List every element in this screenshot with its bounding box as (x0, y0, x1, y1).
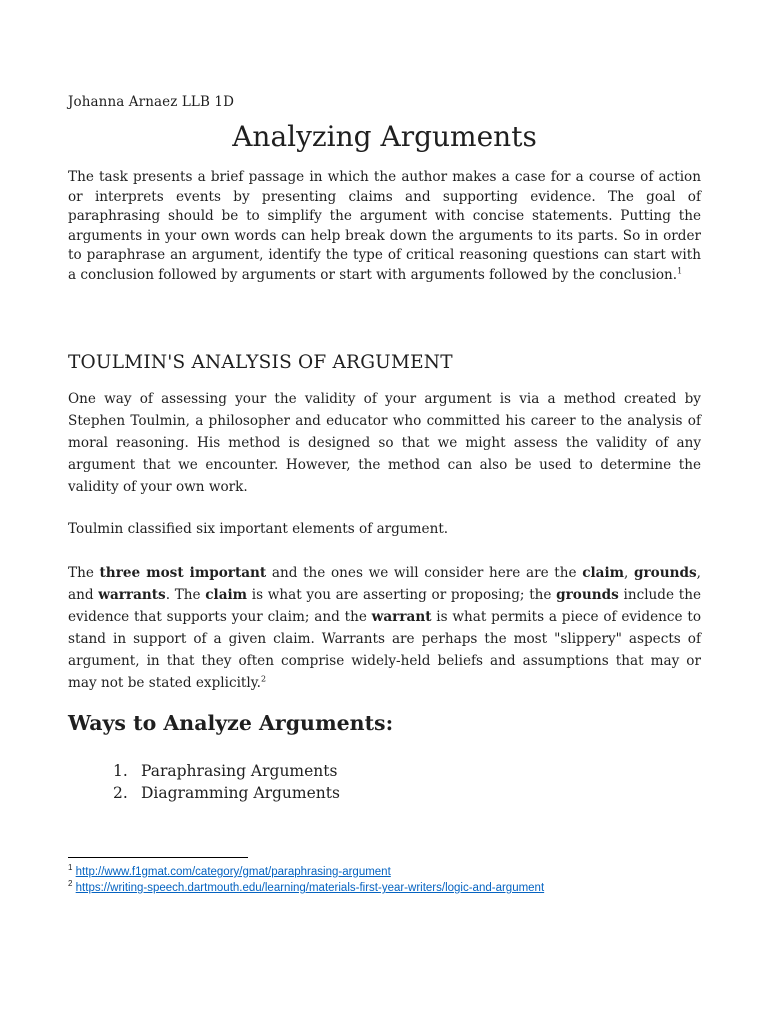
footnote-link-1[interactable]: http://www.f1gmat.com/category/gmat/paraphrasing-argument (75, 866, 391, 878)
footnote-ref-2[interactable]: 2 (260, 674, 267, 684)
footnote-1 (68, 865, 391, 879)
text-segment: , and (68, 565, 701, 603)
list-number: 2. (113, 784, 128, 802)
ways-list (68, 760, 340, 804)
bold-term: three most important (99, 565, 267, 581)
bold-term-claim: claim (205, 587, 248, 603)
footnote-link-2[interactable]: https://writing-speech.dartmouth.edu/learning/materials-first-year-writers/logic-and-argument (75, 882, 545, 894)
toulmin-heading: TOULMIN'S ANALYSIS OF ARGUMENT (68, 352, 453, 373)
text-segment: is what permits a piece of evidence to stand in support of a given claim. Warrants are perhaps the most "slippery" aspects of argument, in that they often comprise widely-held beliefs and assumptions that may or may not be stated explicitly. (68, 609, 701, 691)
method-paragraph: One way of assessing your the validity of your argument is via a method created by Stephen Toulmin, a philosopher and educator who committed his career to the analysis of moral reasoning. His method is designed so that we might assess the validity of any argument that we encounter. However, the method can also be used to determine the validity of your own work. (68, 391, 701, 495)
bold-term-grounds: grounds (634, 565, 697, 581)
page-title: Analyzing Arguments (232, 120, 537, 153)
bold-term-claim: claim (582, 565, 625, 581)
six-elements-paragraph: Toulmin classified six important elements of argument. (68, 521, 449, 537)
footnote-marker: 2 (68, 879, 73, 889)
bold-term-warrants: warrants (98, 587, 166, 603)
footnote-marker: 1 (68, 863, 73, 873)
ways-heading: Ways to Analyze Arguments: (68, 711, 394, 735)
text-segment: . The (165, 587, 206, 603)
footnote-ref-1[interactable]: 1 (677, 266, 683, 276)
text-segment: and the ones we will consider here are the (266, 565, 583, 581)
list-item (108, 782, 340, 804)
list-item-label: Diagramming Arguments (141, 784, 340, 802)
footnote-separator (68, 857, 248, 858)
intro-text: The task presents a brief passage in which the author makes a case for a course of action or interprets events by presenting claims and supporting evidence. The goal of paraphrasing should be to simplify the argument with concise statements. Putting the arguments in your own words can help break down the arguments to its parts. So in order to paraphrase an argument, identify the type of critical reasoning questions can start with a conclusion followed by arguments or start with arguments followed by the conclusion. (68, 169, 701, 283)
text-segment: is what you are asserting or proposing; the (247, 587, 557, 603)
text-segment: include the evidence that supports your claim; and the (68, 587, 701, 625)
three-elements-paragraph (68, 562, 701, 694)
list-item-label: Paraphrasing Arguments (141, 762, 338, 780)
list-number: 1. (113, 762, 128, 780)
author-line: Johanna Arnaez LLB 1D (68, 94, 235, 110)
text-segment: The (68, 565, 100, 581)
bold-term-warrant: warrant (371, 609, 432, 625)
footnote-2 (68, 881, 544, 895)
intro-paragraph (68, 168, 701, 286)
text-segment: , (624, 565, 634, 581)
bold-term-grounds: grounds (556, 587, 619, 603)
list-item (108, 760, 340, 782)
